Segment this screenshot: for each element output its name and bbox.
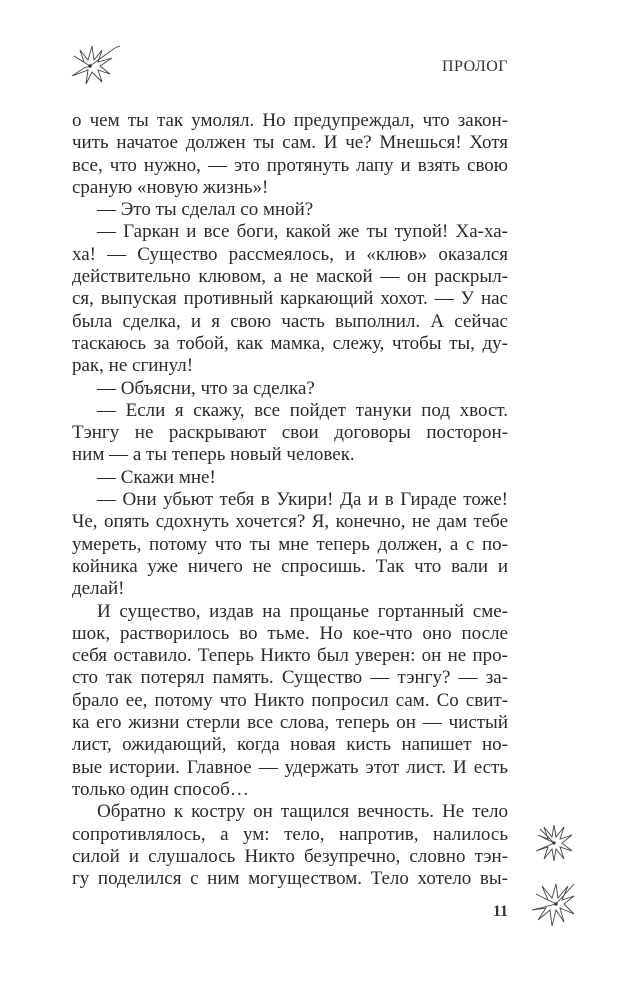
text-line: действительно клювом, а не маской — он раскрыл- xyxy=(72,266,508,288)
text-line: Тэнгу не раскрывают свои договоры посторон- xyxy=(72,422,508,444)
maple-leaf-icon xyxy=(66,44,122,88)
text-line: — Если я скажу, все пойдет тануки под хвост. xyxy=(97,399,508,421)
maple-leaf-icon xyxy=(534,823,574,863)
text-line: Обратно к костру он тащился вечность. Не тело xyxy=(97,801,508,823)
text-line: себя оставило. Теперь Никто был уверен: он не про- xyxy=(72,645,508,667)
text-line: ним — а ты теперь новый человек. xyxy=(72,444,355,466)
text-line: вые истории. Главное — удержать этот лист. И есть xyxy=(72,756,508,778)
text-line: И существо, издав на прощанье гортанный сме- xyxy=(97,600,508,622)
text-line: сто так потерял память. Существо — тэнгу? — за- xyxy=(72,667,508,689)
maple-leaf-icon xyxy=(528,880,578,928)
text-line: — Они убьют тебя в Укири! Да и в Гираде тоже! xyxy=(97,489,508,511)
text-line: ха! — Существо рассмеялось, и «клюв» оказался xyxy=(72,243,508,265)
text-line: только один способ… xyxy=(72,778,249,800)
text-line: все, что нужно, — это протянуть лапу и взять свою xyxy=(72,154,508,176)
text-line: силой и слушалось Никто безупречно, словно тэн- xyxy=(72,845,508,867)
text-line: — Это ты сделал со мной? xyxy=(97,199,314,221)
page-number: 11 xyxy=(492,903,508,920)
text-line: шок, растворилось во тьме. Но кое-что оно после xyxy=(72,622,508,644)
text-line: — Гаркан и все боги, какой же ты тупой! Ха-ха- xyxy=(97,221,508,243)
text-line: лист, ожидающий, когда новая кисть напишет но- xyxy=(72,734,508,756)
text-line: ка его жизни стерли все слова, теперь он — чистый xyxy=(72,712,508,734)
text-line: Че, опять сдохнуть хочется? Я, конечно, не дам тебе xyxy=(72,511,508,533)
text-line: таскаюсь за тобой, как мамка, слежу, чтобы ты, ду- xyxy=(72,332,508,354)
text-line: умереть, потому что ты мне теперь должен, а с по- xyxy=(72,533,508,555)
text-line: о чем ты так умолял. Но предупреждал, что закон- xyxy=(72,110,508,131)
text-line: была сделка, и я свою часть выполнил. А сейчас xyxy=(72,310,508,332)
text-line: сраную «новую жизнь»! xyxy=(72,176,269,198)
text-line: гу поделился с ним могуществом. Тело хотело вы- xyxy=(72,868,508,890)
text-line: рак, не сгинул! xyxy=(72,355,194,377)
running-title: ПРОЛОГ xyxy=(441,58,508,75)
text-line: делай! xyxy=(72,578,125,600)
text-line: — Скажи мне! xyxy=(97,466,216,488)
text-line: сопротивлялось, а ум: тело, напротив, налилось xyxy=(72,823,508,845)
text-line: койника уже ничего не спросишь. Так что вали и xyxy=(72,555,508,577)
text-line: брало ее, потому что Никто попросил сам. Со свит- xyxy=(72,689,508,711)
body-text xyxy=(72,110,508,890)
text-line: — Объясни, что за сделка? xyxy=(97,377,315,399)
text-line: ся, выпуская противный каркающий хохот. — У нас xyxy=(72,288,508,310)
text-line: чить начатое должен ты сам. И че? Мнешься! Хотя xyxy=(72,132,508,154)
